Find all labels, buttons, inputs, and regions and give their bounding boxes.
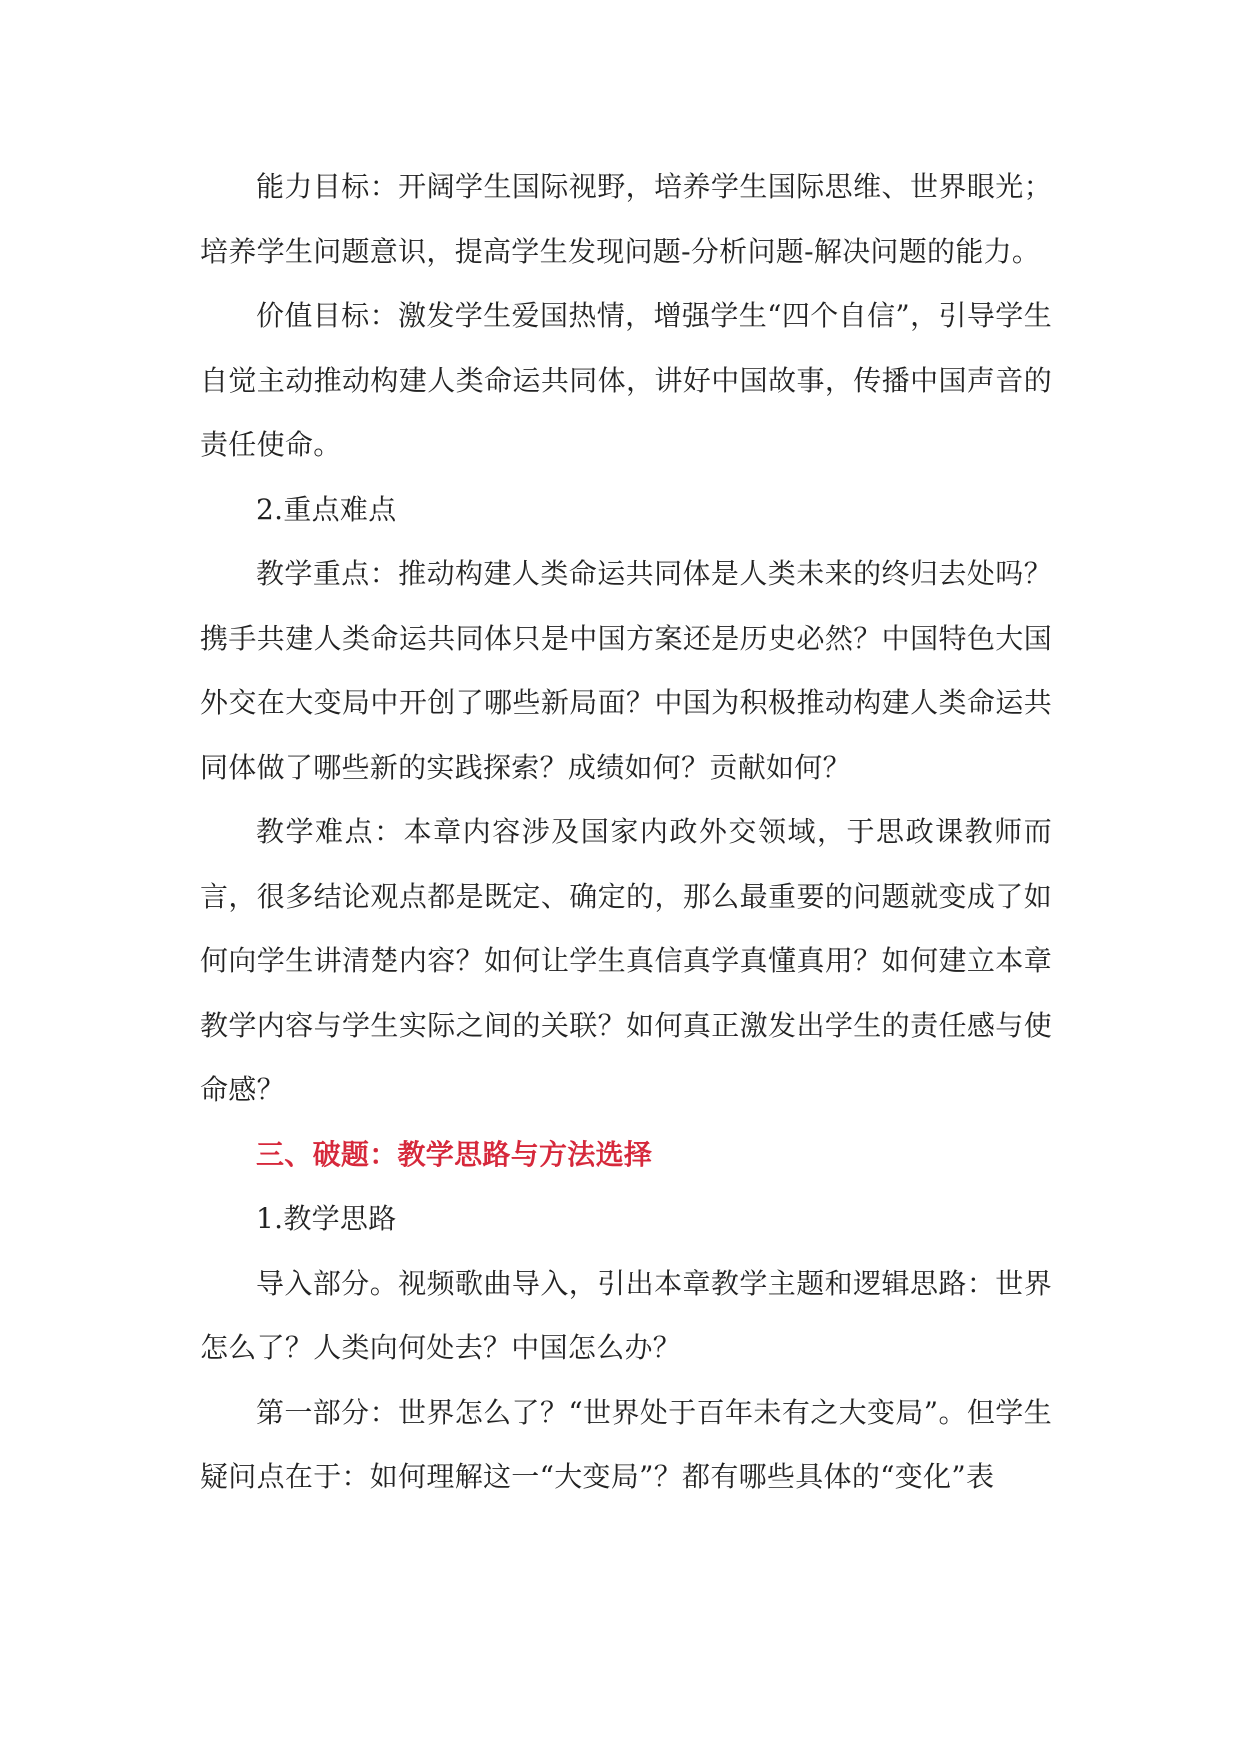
teaching-difficulties-paragraph: 教学难点：本章内容涉及国家内政外交领域，于思政课教师而言，很多结论观点都是既定、确定的，那么最重要的问题就变成了如何向学生讲清楚内容？如何让学生真信真学真懂真用？如何建立本章教学内容与学生实际之间的关联？如何真正激发出学生的责任感与使命感？	[200, 815, 1052, 1106]
section-three-heading: 三、破题：教学思路与方法选择	[256, 1137, 653, 1171]
introduction-paragraph: 导入部分。视频歌曲导入，引出本章教学主题和逻辑思路：世界怎么了？人类向何处去？中国怎么办？	[200, 1266, 1052, 1364]
part-one-paragraph: 第一部分：世界怎么了？“世界处于百年未有之大变局”。但学生疑问点在于：如何理解这一“大变局”？都有哪些具体的“变化”表	[200, 1395, 1052, 1493]
value-goal-paragraph: 价值目标：激发学生爱国热情，增强学生“四个自信”，引导学生自觉主动推动构建人类命运共同体，讲好中国故事，传播中国声音的责任使命。	[200, 299, 1052, 461]
teaching-approach-subheading: 1.教学思路	[256, 1202, 397, 1235]
teaching-key-points-paragraph: 教学重点：推动构建人类命运共同体是人类未来的终归去处吗？携手共建人类命运共同体只是中国方案还是历史必然？中国特色大国外交在大变局中开创了哪些新局面？中国为积极推动构建人类命运共同体做了哪些新的实践探索？成绩如何？贡献如何？	[200, 557, 1052, 784]
document-body	[200, 155, 1052, 1510]
key-difficult-points-subheading: 2.重点难点	[256, 492, 397, 526]
ability-goal-paragraph: 能力目标：开阔学生国际视野，培养学生国际思维、世界眼光；培养学生问题意识，提高学生发现问题-分析问题-解决问题的能力。	[200, 170, 1052, 268]
